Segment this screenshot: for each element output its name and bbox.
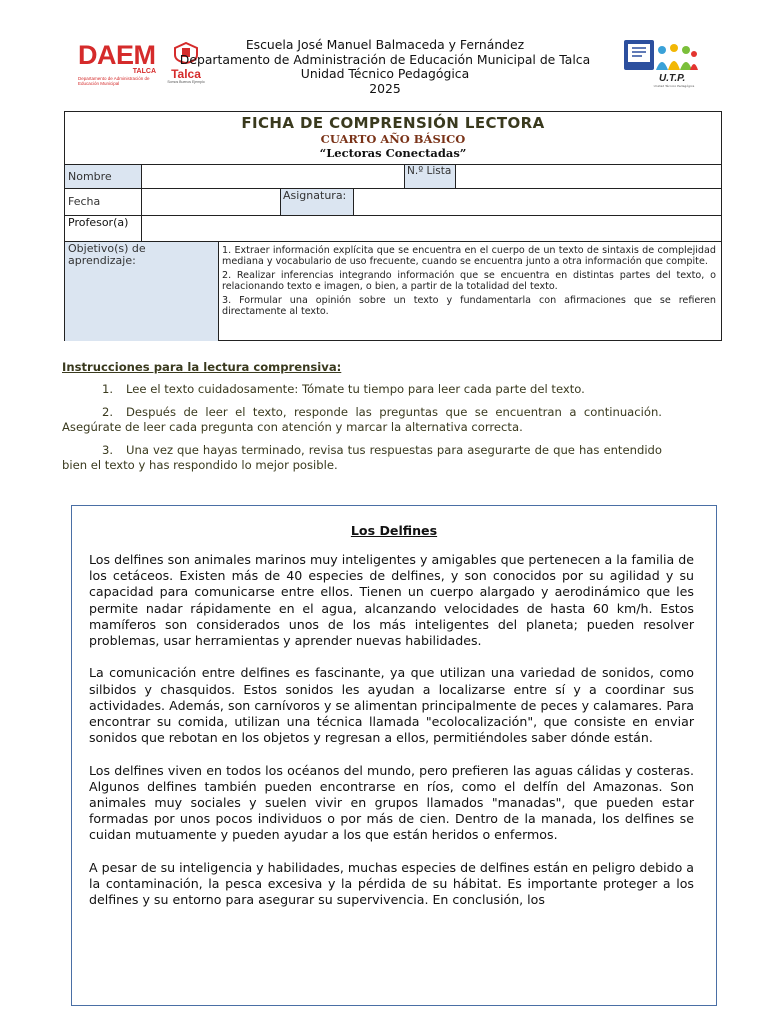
school-name: Escuela José Manuel Balmaceda y Fernández — [245, 37, 525, 52]
ficha-grade: CUARTO AÑO BÁSICO — [320, 132, 466, 146]
profesor-field[interactable] — [142, 216, 721, 242]
fecha-label: Fecha — [65, 189, 142, 216]
utp-people-icon — [620, 38, 700, 78]
instructions-section — [62, 360, 662, 481]
talca-logo-text: Talca — [171, 67, 201, 81]
fecha-row — [65, 188, 721, 216]
reading-paragraph: A pesar de su inteligencia y habilidades, muchas especies de delfines están en peligro debido a la contaminación, la pesca excesiva y la pérdida de su hábitat. Es importante proteger a los delfines y su entorno para asegurar su supervivencia. En conclusión, los — [89, 859, 694, 908]
instruction-text: Una vez que hayas terminado, revisa tus respuestas para asegurarte de que has entendido bien el texto y has respondido lo mejor posible. — [62, 443, 662, 472]
reading-paragraph: Los delfines son animales marinos muy inteligentes y amigables que pertenecen a la familia de los cetáceos. Existen más de 40 especies de delfines, y son conocidos por su agilidad y su capacidad para comunicarse entre ellos. Tienen un cuerpo alargado y aerodinámico que les permite nadar rápidamente en el agua, alcanzando velocidades de hasta 60 km/h. Estos mamíferos son considerados unos de los más inteligentes del planeta; pueden resolver problemas, usar herramientas y aprender nuevas habilidades. — [89, 552, 694, 649]
nombre-label: Nombre — [65, 165, 142, 189]
talca-logo-slogan: Somos Buenos Ejemplo — [167, 80, 205, 84]
header-text-block — [165, 38, 605, 96]
utp-label: U.T.P. — [659, 73, 686, 84]
fecha-field[interactable] — [142, 189, 281, 216]
instruction-number: 2. — [102, 405, 114, 419]
ficha-title: FICHA DE COMPRENSIÓN LECTORA — [241, 114, 545, 132]
nombre-field[interactable] — [142, 165, 405, 189]
objetivos-list — [219, 242, 721, 341]
objetivos-label: Objetivo(s) de aprendizaje: — [65, 242, 219, 341]
asignatura-field[interactable] — [354, 189, 721, 216]
instruction-text: Lee el texto cuidadosamente: Tómate tu tiempo para leer cada parte del texto. — [126, 381, 585, 396]
document-header — [0, 38, 768, 98]
reading-title: Los Delfines — [350, 523, 438, 538]
instruction-number: 1. — [102, 381, 114, 396]
reading-paragraph: Los delfines viven en todos los océanos del mundo, pero prefieren las aguas cálidas y costeras. Algunos delfines también pueden encontrarse en ríos, como el delfín del Amazonas. Son animales muy sociales y suelen vivir en grupos llamados "manadas", que pueden estar formadas por unos pocos individuos o por más de cien. Dentro de la manada, los delfines se cuidan mutuamente y pueden ayudar a los que están heridos o enfermos. — [89, 762, 694, 843]
reading-paragraph: La comunicación entre delfines es fascinante, ya que utilizan una variedad de sonidos, como silbidos y chasquidos. Estos sonidos les ayudan a localizarse entre sí y a coordinar sus actividades. Además, son carnívoros y se alimentan principalmente de peces y calamares. Para encontrar su comida, utilizan una técnica llamada "ecolocalización", que consiste en enviar sonidos que rebotan en los objetos y regresan a ellos, permitiéndoles saber dónde están. — [89, 665, 694, 746]
instruction-number: 3. — [102, 443, 114, 457]
daem-logo-subtitle: Departamento de Administración de Educación Municipal — [78, 76, 150, 86]
objetivo-1: 1. Extraer información explícita que se encuentra en el cuerpo de un texto de sintaxis de complejidad mediana y vocabulario de uso frecuente, cuando se encuentra junto a otra información que compite. — [222, 245, 716, 267]
school-year: 2025 — [369, 80, 401, 96]
instruction-text: Después de leer el texto, responde las preguntas que se encuentran a continuación. Asegúrate de leer cada pregunta con atención y marcar la alternativa correcta. — [62, 405, 662, 434]
objetivo-3: 3. Formular una opinión sobre un texto y fundamentarla con afirmaciones que se refieren directamente al texto. — [222, 295, 716, 317]
daem-logo-text: DAEM — [78, 40, 156, 70]
department-name: Departamento de Administración de Educación Municipal de Talca — [179, 51, 591, 67]
instruction-item — [62, 443, 662, 472]
reading-box — [71, 505, 717, 1006]
ficha-subtitle: “Lectoras Conectadas” — [319, 146, 467, 160]
unit-name: Unidad Técnico Pedagógica — [300, 66, 470, 81]
daem-logo-city: TALCA — [132, 68, 156, 75]
lista-label: N.º Lista — [405, 165, 456, 189]
objetivos-row — [65, 241, 721, 341]
instructions-title: Instrucciones para la lectura comprensiva: — [62, 360, 342, 374]
reading-body — [89, 552, 694, 925]
daem-logo — [78, 42, 158, 88]
utp-subtitle: Unidad Técnico Pedagógica — [653, 84, 695, 88]
asignatura-label: Asignatura: — [281, 189, 354, 216]
profesor-row — [65, 215, 721, 242]
objetivo-2: 2. Realizar inferencias integrando información que se encuentra en distintas partes del texto, o relacionando texto e imagen, o bien, a partir de la totalidad del texto. — [222, 270, 716, 292]
lista-field[interactable] — [456, 165, 721, 189]
ficha-table — [64, 111, 722, 341]
nombre-row — [65, 164, 721, 189]
instruction-item — [62, 405, 662, 434]
profesor-label: Profesor(a) — [65, 216, 142, 242]
instruction-item — [62, 382, 662, 397]
